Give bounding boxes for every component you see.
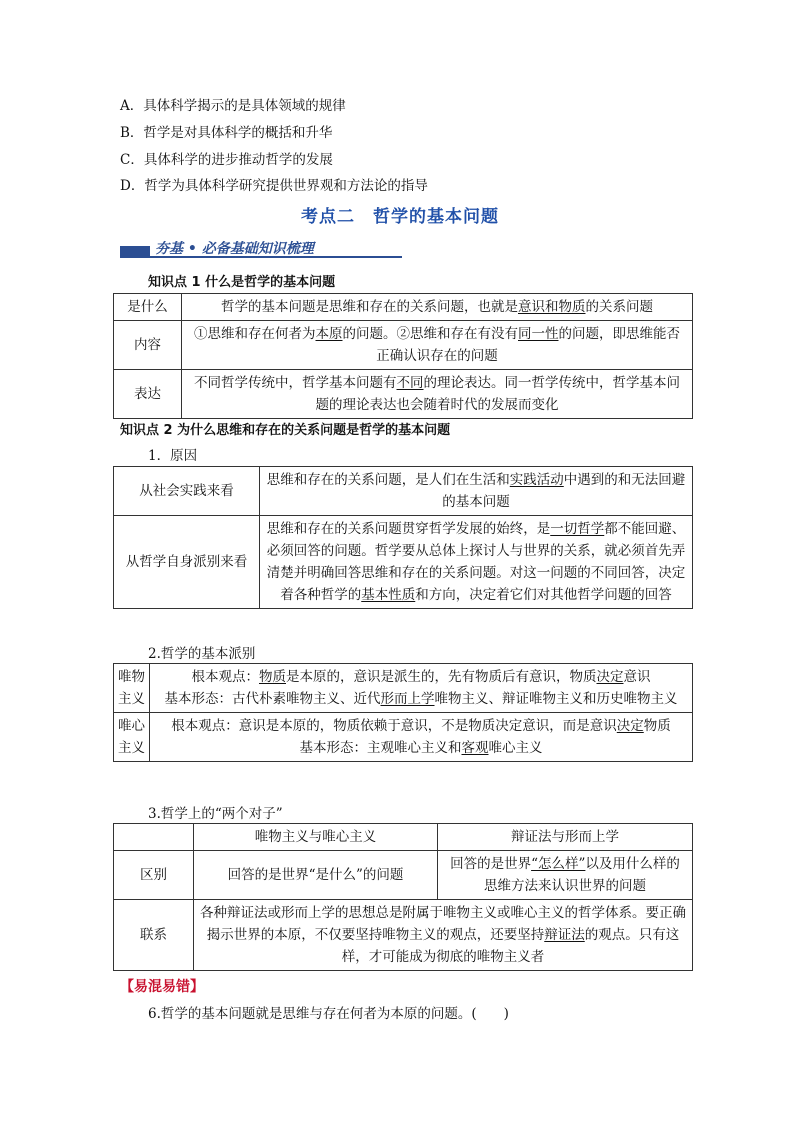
warning-label: 【易混易错】 [120,979,204,995]
row-content: 不同哲学传统中，哲学基本问题有不同的理论表达。同一哲学传统中，哲学基本问题的理论表达也会随着时代的发展而变化 [182,370,693,419]
kp2-sub3: 3.哲学上的“两个对子” [148,806,283,822]
row-label: 是什么 [114,294,182,321]
diff-cell: 回答的是世界“是什么”的问题 [194,851,438,900]
kp2-sub1: 1．原因 [148,448,198,464]
row-content: ①思维和存在何者为本原的问题。②思维和存在有没有同一性的问题，即思维能否正确认识存在的问题 [182,321,693,370]
row-label: 唯心主义 [114,713,150,762]
row-content: 思维和存在的关系问题贯穿哲学发展的始终，是一切哲学都不能回避、必须回答的问题。哲学要从总体上探讨人与世界的关系，就必须首先弄清楚并明确回答思维和存在的关系问题。对这一问题的不同回答，决定着各种哲学的基本性质和方向，决定着它们对其他哲学问题的回答 [260,516,693,609]
kp2-heading: 知识点 2 为什么思维和存在的关系问题是哲学的基本问题 [120,423,451,438]
option-b: B．哲学是对具体科学的概括和升华 [120,125,333,141]
table-row [114,824,693,851]
row-content: 根本观点：意识是本原的，物质依赖于意识，不是物质决定意识，而是意识决定物质 基本形态：主观唯心主义和客观唯心主义 [150,713,693,762]
empty-cell [114,824,194,851]
kp1-heading: 知识点 1 什么是哲学的基本问题 [148,275,336,290]
row-label: 区别 [114,851,194,900]
table-row [114,664,693,713]
table-row [114,851,693,900]
row-content: 哲学的基本问题是思维和存在的关系问题，也就是意识和物质的关系问题 [182,294,693,321]
row-content: 根本观点：物质是本原的，意识是派生的，先有物质后有意识，物质决定意识 基本形态：古代朴素唯物主义、近代形而上学唯物主义、辩证唯物主义和历史唯物主义 [150,664,693,713]
table-row [114,294,693,321]
row-label: 内容 [114,321,182,370]
kp2-sub2: 2.哲学的基本派别 [148,646,256,662]
option-d: D．哲学为具体科学研究提供世界观和方法论的指导 [120,178,428,194]
diff-cell: 回答的是世界“怎么样”以及用什么样的思维方法来认识世界的问题 [438,851,693,900]
banner-bar [120,246,150,256]
table-row [114,321,693,370]
row-label: 唯物主义 [114,664,150,713]
reasons-table [113,466,693,609]
option-c: C．具体科学的进步推动哲学的发展 [120,152,333,168]
col-header: 唯物主义与唯心主义 [194,824,438,851]
table-row [114,467,693,516]
kp1-table [113,293,693,419]
col-header: 辩证法与形而上学 [438,824,693,851]
banner-text: 夯基 • 必备基础知识梳理 [155,241,314,257]
pairs-table [113,823,693,971]
section-title: 考点二 哲学的基本问题 [301,207,499,227]
section-banner [120,238,402,260]
row-content: 思维和存在的关系问题，是人们在生活和实践活动中遇到的和无法回避的基本问题 [260,467,693,516]
schools-table [113,663,693,762]
table-row [114,900,693,971]
link-cell: 各种辩证法或形而上学的思想总是附属于唯物主义或唯心主义的哲学体系。要正确揭示世界的本原，不仅要坚持唯物主义的观点，还要坚持辩证法的观点。只有这样，才可能成为彻底的唯物主义者 [194,900,693,971]
row-label: 联系 [114,900,194,971]
row-label: 从哲学自身派别来看 [114,516,260,609]
row-label: 从社会实践来看 [114,467,260,516]
table-row [114,370,693,419]
question-6: 6.哲学的基本问题就是思维与存在何者为本原的问题。( ) [148,1006,509,1022]
row-label: 表达 [114,370,182,419]
table-row [114,516,693,609]
option-a: A．具体科学揭示的是具体领域的规律 [120,98,346,114]
table-row [114,713,693,762]
